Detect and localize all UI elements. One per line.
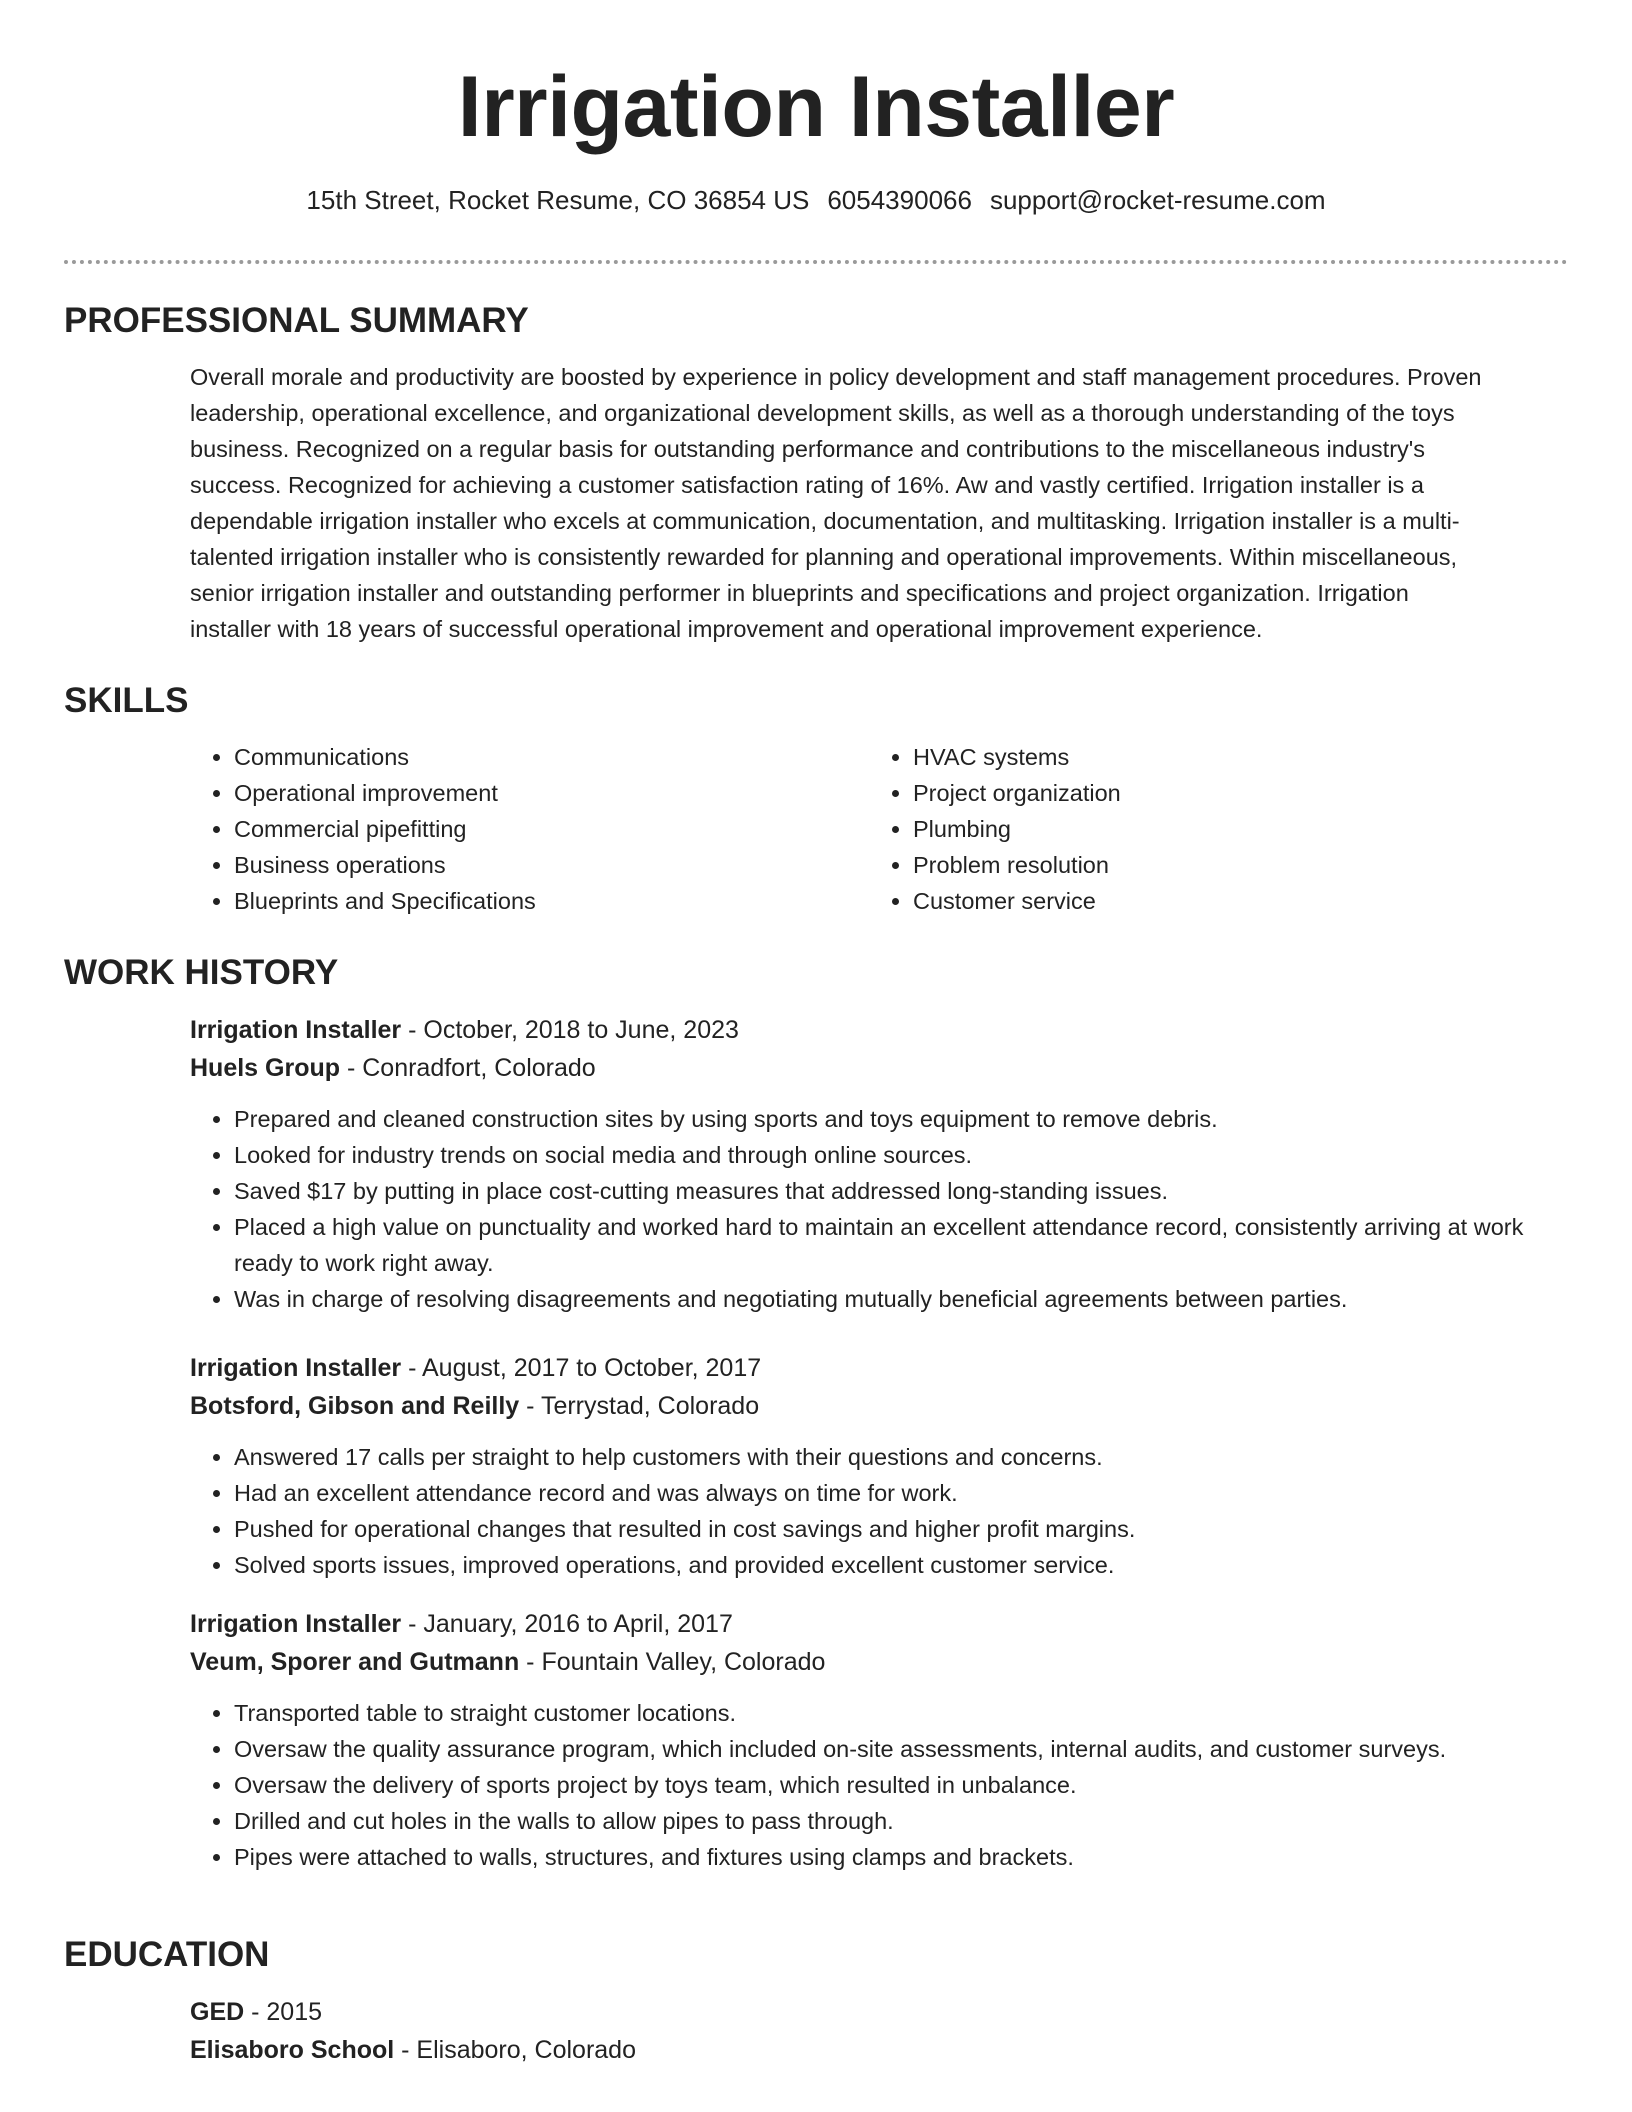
education-school-line — [190, 2031, 1568, 2069]
education-heading: EDUCATION — [64, 1935, 270, 1974]
education-year: - 2015 — [244, 1998, 323, 2026]
summary-line: success. Recognized for achieving a customer satisfaction rating of 16%. Aw and vastly certified. Irrigation installer is a — [190, 472, 1424, 498]
job-dates: - January, 2016 to April, 2017 — [401, 1610, 733, 1638]
job-bullet: • Oversaw the quality assurance program, which included on-site assessments, internal audits, and customer surveys. — [234, 1731, 1568, 1767]
job-bullets — [190, 1695, 1568, 1875]
summary-line: installer with 18 years of successful operational improvement and operational improvement experience. — [190, 616, 1263, 642]
job-dates: - October, 2018 to June, 2023 — [401, 1016, 739, 1044]
summary-text — [190, 359, 1568, 647]
education-school: Elisaboro School — [190, 2036, 395, 2064]
job-company: Veum, Sporer and Gutmann — [190, 1648, 520, 1676]
job-entry — [190, 1349, 1568, 1425]
education-degree: GED — [190, 1998, 245, 2026]
job-bullet: • Solved sports issues, improved operations, and provided excellent customer service. — [234, 1547, 1568, 1583]
job-location: - Terrystad, Colorado — [519, 1392, 760, 1420]
skills-column-left — [190, 739, 869, 919]
job-title-line — [190, 1349, 1568, 1387]
skill-item: • Operational improvement — [234, 775, 869, 811]
job-entry — [190, 1605, 1568, 1681]
skill-item: • Customer service — [913, 883, 1548, 919]
work-history-heading: WORK HISTORY — [64, 953, 339, 992]
job-bullet: • Pushed for operational changes that resulted in cost savings and higher profit margins. — [234, 1511, 1568, 1547]
summary-line: leadership, operational excellence, and organizational development skills, as well as a thorough understanding of the toys — [190, 400, 1455, 426]
job-company: Botsford, Gibson and Reilly — [190, 1392, 520, 1420]
job-bullet: • Answered 17 calls per straight to help customers with their questions and concerns. — [234, 1439, 1568, 1475]
education-section — [64, 1933, 1568, 2069]
job-location: - Conradfort, Colorado — [340, 1054, 596, 1082]
education-degree-line — [190, 1993, 1568, 2031]
job-company: Huels Group — [190, 1054, 341, 1082]
job-bullet: • Prepared and cleaned construction sites by using sports and toys equipment to remove debris. — [234, 1101, 1568, 1137]
skills-columns — [190, 739, 1568, 919]
summary-line: Overall morale and productivity are boosted by experience in policy development and staff management procedures. Proven — [190, 364, 1482, 390]
education-location: - Elisaboro, Colorado — [394, 2036, 636, 2064]
skill-item: • HVAC systems — [913, 739, 1548, 775]
job-bullets — [190, 1439, 1568, 1583]
summary-line: dependable irrigation installer who excels at communication, documentation, and multitasking. Irrigation installer is a multi- — [190, 508, 1460, 534]
contact-address: 15th Street, Rocket Resume, CO 36854 US — [306, 185, 810, 215]
job-role: Irrigation Installer — [190, 1016, 402, 1044]
skills-section — [64, 679, 1568, 919]
job-company-line — [190, 1049, 1568, 1087]
skill-item: • Business operations — [234, 847, 869, 883]
resume-page — [64, 0, 1568, 2064]
job-location: - Fountain Valley, Colorado — [519, 1648, 826, 1676]
skill-item: • Blueprints and Specifications — [234, 883, 869, 919]
skill-item: • Commercial pipefitting — [234, 811, 869, 847]
summary-heading: PROFESSIONAL SUMMARY — [64, 301, 529, 340]
summary-line: talented irrigation installer who is consistently rewarded for planning and operational improvements. Within miscellaneous, — [190, 544, 1458, 570]
contact-line — [64, 182, 1568, 218]
job-title-line — [190, 1605, 1568, 1643]
contact-phone: 6054390066 — [827, 185, 972, 215]
job-company-line — [190, 1643, 1568, 1681]
job-bullet: • Was in charge of resolving disagreements and negotiating mutually beneficial agreements between parties. — [234, 1281, 1568, 1317]
job-bullet: • Saved $17 by putting in place cost-cutting measures that addressed long-standing issues. — [234, 1173, 1568, 1209]
job-bullet: • Placed a high value on punctuality and worked hard to maintain an excellent attendance record, consistently arriving at work ready to work right away. — [234, 1209, 1568, 1281]
summary-section — [64, 299, 1568, 647]
job-role: Irrigation Installer — [190, 1610, 402, 1638]
skill-item: • Plumbing — [913, 811, 1548, 847]
skill-item: • Problem resolution — [913, 847, 1548, 883]
job-bullet: • Transported table to straight customer locations. — [234, 1695, 1568, 1731]
resume-name: Irrigation Installer — [457, 59, 1175, 155]
summary-line: business. Recognized on a regular basis for outstanding performance and contributions to the miscellaneous industry's — [190, 436, 1426, 462]
education-entry — [190, 1993, 1568, 2069]
job-dates: - August, 2017 to October, 2017 — [401, 1354, 762, 1382]
job-entry — [190, 1011, 1568, 1087]
job-bullet: • Drilled and cut holes in the walls to allow pipes to pass through. — [234, 1803, 1568, 1839]
skill-item: • Communications — [234, 739, 869, 775]
skill-item: • Project organization — [913, 775, 1548, 811]
work-history-section — [64, 951, 1568, 1875]
job-bullet: • Pipes were attached to walls, structures, and fixtures using clamps and brackets. — [234, 1839, 1568, 1875]
header-divider — [64, 260, 1568, 264]
skills-column-right — [869, 739, 1548, 919]
job-bullet: • Had an excellent attendance record and was always on time for work. — [234, 1475, 1568, 1511]
skills-heading: SKILLS — [64, 681, 189, 720]
job-company-line — [190, 1387, 1568, 1425]
job-title-line — [190, 1011, 1568, 1049]
job-bullet: • Oversaw the delivery of sports project by toys team, which resulted in unbalance. — [234, 1767, 1568, 1803]
job-bullets — [190, 1101, 1568, 1317]
job-bullet: • Looked for industry trends on social media and through online sources. — [234, 1137, 1568, 1173]
contact-email: support@rocket-resume.com — [989, 185, 1326, 215]
summary-line: senior irrigation installer and outstanding performer in blueprints and specifications and project organization. Irrigation — [190, 580, 1409, 606]
job-role: Irrigation Installer — [190, 1354, 402, 1382]
